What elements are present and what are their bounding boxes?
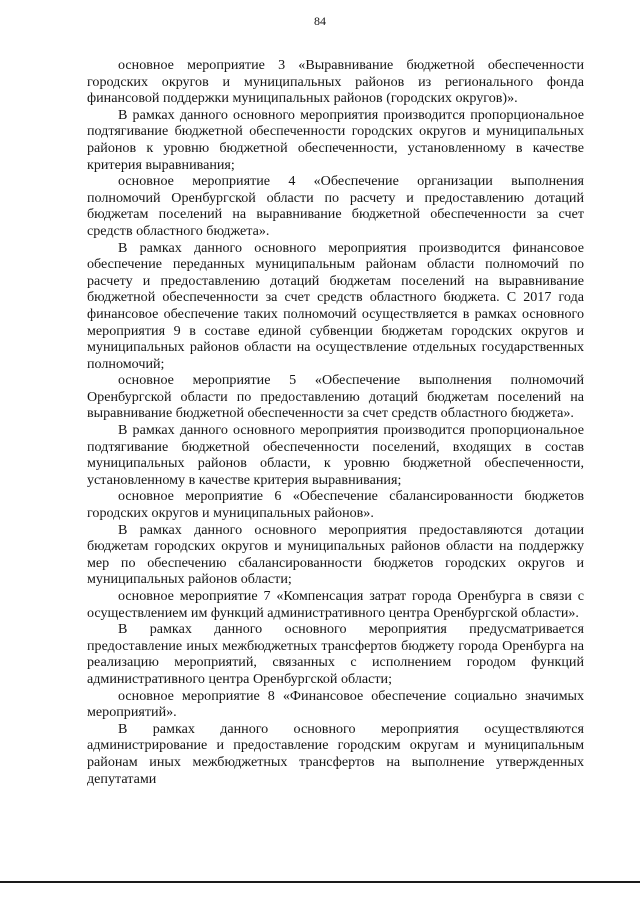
paragraph-activity-8-description: В рамках данного основного мероприятия осуществляются администрирование и предоставление городским округам и муниципальным районам иных межбюджетных трансфертов на выполнение утвержденных депутатами bbox=[87, 720, 584, 787]
bottom-divider bbox=[0, 881, 640, 883]
paragraph-activity-6-description: В рамках данного основного мероприятия предоставляются дотации бюджетам городских округов и муниципальных районов области на поддержку мер по обеспечению сбалансированности бюджетов городских округов и муниципальных районов области; bbox=[87, 521, 584, 588]
paragraph-activity-4-description: В рамках данного основного мероприятия производится финансовое обеспечение переданных муниципальным районам области полномочий по расчету и предоставлению дотаций бюджетам поселений на выравнивание бюджетной обеспеченности за счет средств областного бюджета. С 2017 года финансовое обеспечение таких полномочий осуществляется в рамках основного мероприятия 9 в составе единой субвенции бюджетам городских округов и муниципальных районов области на осуществление отдельных государственных полномочий; bbox=[87, 239, 584, 372]
paragraph-activity-3: основное мероприятие 3 «Выравнивание бюджетной обеспеченности городских округов и муниципальных районов из регионального фонда финансовой поддержки муниципальных районов (городских округов)». bbox=[87, 57, 584, 107]
paragraph-activity-5: основное мероприятие 5 «Обеспечение выполнения полномочий Оренбургской области по предоставлению дотаций бюджетам поселений на выравнивание бюджетной обеспеченности за счет средств областного бюджета». bbox=[87, 372, 584, 422]
paragraph-activity-5-description: В рамках данного основного мероприятия производится пропорциональное подтягивание бюджетной обеспеченности поселений, входящих в состав муниципальных районов области, к уровню бюджетной обеспеченности, установленному в качестве критерия выравнивания; bbox=[87, 422, 584, 488]
paragraph-activity-3-description: В рамках данного основного мероприятия производится пропорциональное подтягивание бюджетной обеспеченности городских округов и муниципальных районов к уровню бюджетной обеспеченности, установленному в качестве критерия выравнивания; bbox=[87, 106, 584, 173]
paragraph-activity-7: основное мероприятие 7 «Компенсация затрат города Оренбурга в связи с осуществлением им функций административного центра Оренбургской области». bbox=[87, 588, 584, 621]
document-body bbox=[87, 57, 584, 787]
paragraph-activity-6: основное мероприятие 6 «Обеспечение сбалансированности бюджетов городских округов и муниципальных районов». bbox=[87, 488, 584, 522]
paragraph-activity-7-description: В рамках данного основного мероприятия предусматривается предоставление иных межбюджетных трансфертов бюджету города Оренбурга на реализацию мероприятий, связанных с исполнением городом функций административного центра Оренбургской области; bbox=[87, 621, 584, 687]
paragraph-activity-8: основное мероприятие 8 «Финансовое обеспечение социально значимых мероприятий». bbox=[87, 687, 584, 721]
page-number: 84 bbox=[314, 14, 326, 28]
paragraph-activity-4: основное мероприятие 4 «Обеспечение организации выполнения полномочий Оренбургской области по расчету и предоставлению дотаций бюджетам поселений на выравнивание бюджетной обеспеченности за счет средств областного бюджета». bbox=[87, 173, 584, 239]
